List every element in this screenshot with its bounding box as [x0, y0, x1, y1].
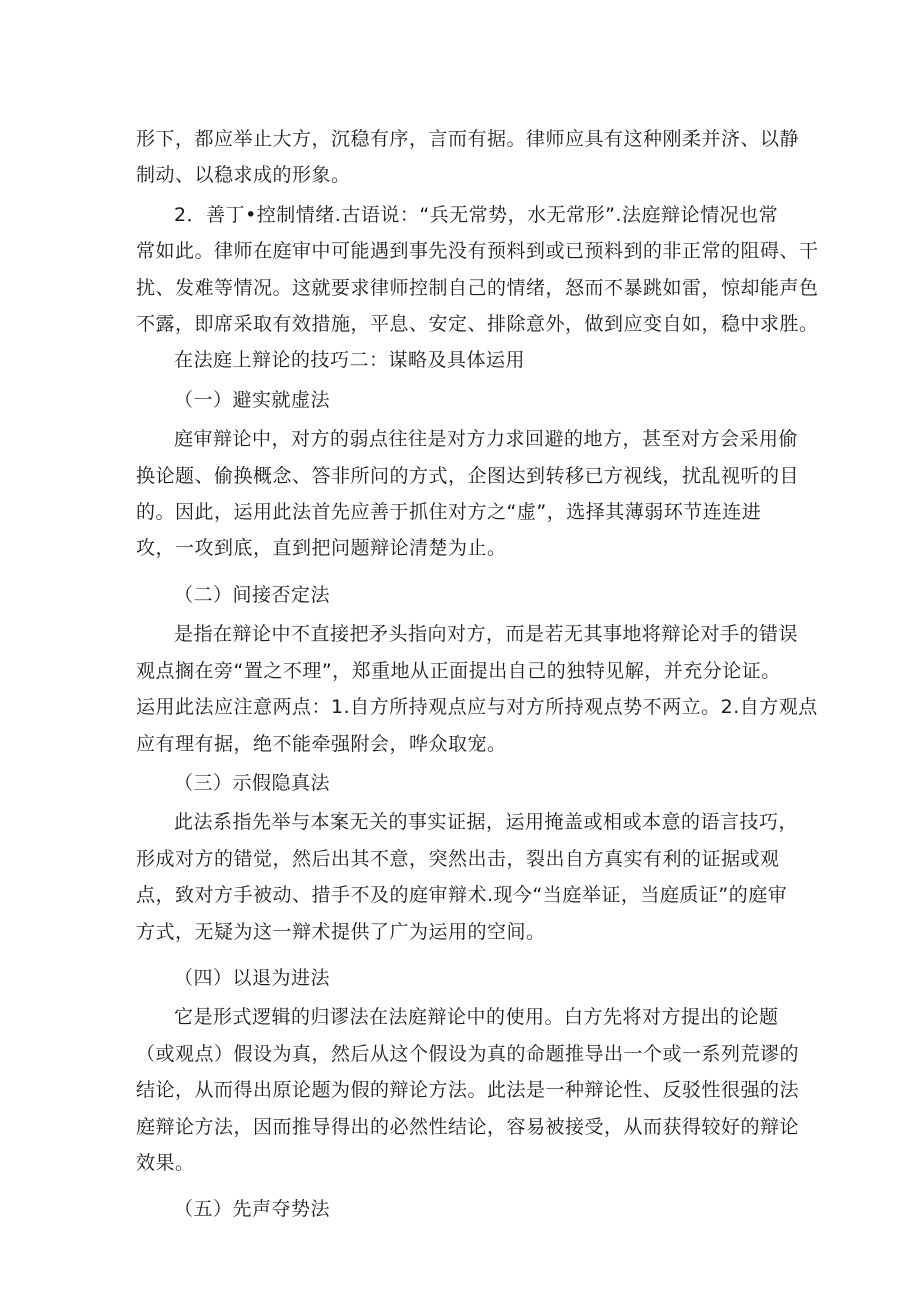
text-line: 庭辩论方法，因而推导得出的必然性结论，容易被接受，从而获得较好的辩论 — [136, 1115, 800, 1138]
paragraph-2 — [136, 616, 818, 762]
subheading-1 — [136, 382, 796, 418]
subheading-3 — [136, 765, 796, 801]
text-line: 不露，即席采取有效措施，平息、安定、排除意外，做到应变自如，稳中求胜。 — [136, 313, 819, 336]
text-line: 形成对方的错觉，然后出其不意，突然出击，裂出自方真实有利的证据或观 — [136, 847, 780, 870]
subheading-2 — [136, 577, 796, 613]
text-line: （二）间接否定法 — [174, 583, 331, 606]
text-line: （或观点）假设为真，然后从这个假设为真的命题推导出一个或一系列荒谬的 — [136, 1042, 800, 1065]
text-line: 方式，无疑为这一辩术提供了广为运用的空间。 — [136, 920, 546, 943]
document-body — [136, 121, 819, 1228]
text-line: 观点搁在旁“置之不理”，郑重地从正面提出自己的独特见解，并充分论证。 — [136, 659, 781, 682]
paragraph-emotion-control — [136, 197, 819, 343]
text-line: 点，致对方手被动、措手不及的庭审辩术.现今“当庭举证，当庭质证”的庭审 — [136, 884, 788, 907]
text-line: 在法庭上辩论的技巧二：谋略及具体运用 — [174, 349, 526, 372]
text-line: 运用此法应注意两点：1.自方所持观点应与对方所持观点势不两立。2.自方观点 — [136, 696, 818, 719]
section-heading — [136, 342, 796, 378]
text-line: （四）以退为进法 — [174, 966, 331, 989]
text-line: 此法系指先举与本案无关的事实证据，运用掩盖或相或本意的语言技巧， — [174, 811, 799, 834]
subheading-5 — [136, 1191, 796, 1227]
text-line: （三）示假隐真法 — [174, 771, 331, 794]
text-line: 应有理有据，绝不能牵强附会，哗众取宠。 — [136, 732, 507, 755]
paragraph-1 — [136, 421, 800, 567]
paragraph-4 — [136, 999, 800, 1181]
text-line: 庭审辩论中，对方的弱点往往是对方力求回避的地方，甚至对方会采用偷 — [174, 428, 799, 451]
paragraph-3 — [136, 804, 799, 950]
text-line: 是指在辩论中不直接把矛头指向对方，而是若无其事地将辩论对手的错误 — [174, 623, 799, 646]
subheading-4 — [136, 960, 796, 996]
text-line: 常如此。律师在庭审中可能遇到事先没有预料到或已预料到的非正常的阻碍、干 — [136, 240, 819, 263]
text-line: 2．善丁•控制情绪.古语说：“兵无常势，水无常形”.法庭辩论情况也常 — [174, 203, 779, 226]
text-line: 效果。 — [136, 1151, 195, 1174]
text-line: 的。因此，运用此法首先应善于抓住对方之“虚”，选择其薄弱环节连连进 — [136, 501, 762, 524]
text-line: 扰、发难等情况。这就要求律师控制自己的情绪，怒而不暴跳如雷，惊却能声色 — [136, 276, 819, 299]
paragraph-intro — [136, 121, 800, 194]
text-line: 结论，从而得出原论题为假的辩论方法。此法是一种辩论性、反驳性很强的法 — [136, 1079, 800, 1102]
text-line: 它是形式逻辑的归谬法在法庭辩论中的使用。白方先将对方提出的论题 — [174, 1006, 779, 1029]
text-line: 攻，一攻到底，直到把问题辩论清楚为止。 — [136, 537, 507, 560]
text-line: 制动、以稳求成的形象。 — [136, 164, 351, 187]
text-line: 形下，都应举止大方，沉稳有序，言而有据。律师应具有这种刚柔并济、以静 — [136, 128, 800, 150]
text-line: 换论题、偷换概念、答非所问的方式，企图达到转移已方视线，扰乱视听的目 — [136, 464, 800, 487]
text-line: （五）先声夺势法 — [174, 1198, 331, 1221]
text-line: （一）避实就虚法 — [174, 388, 331, 411]
